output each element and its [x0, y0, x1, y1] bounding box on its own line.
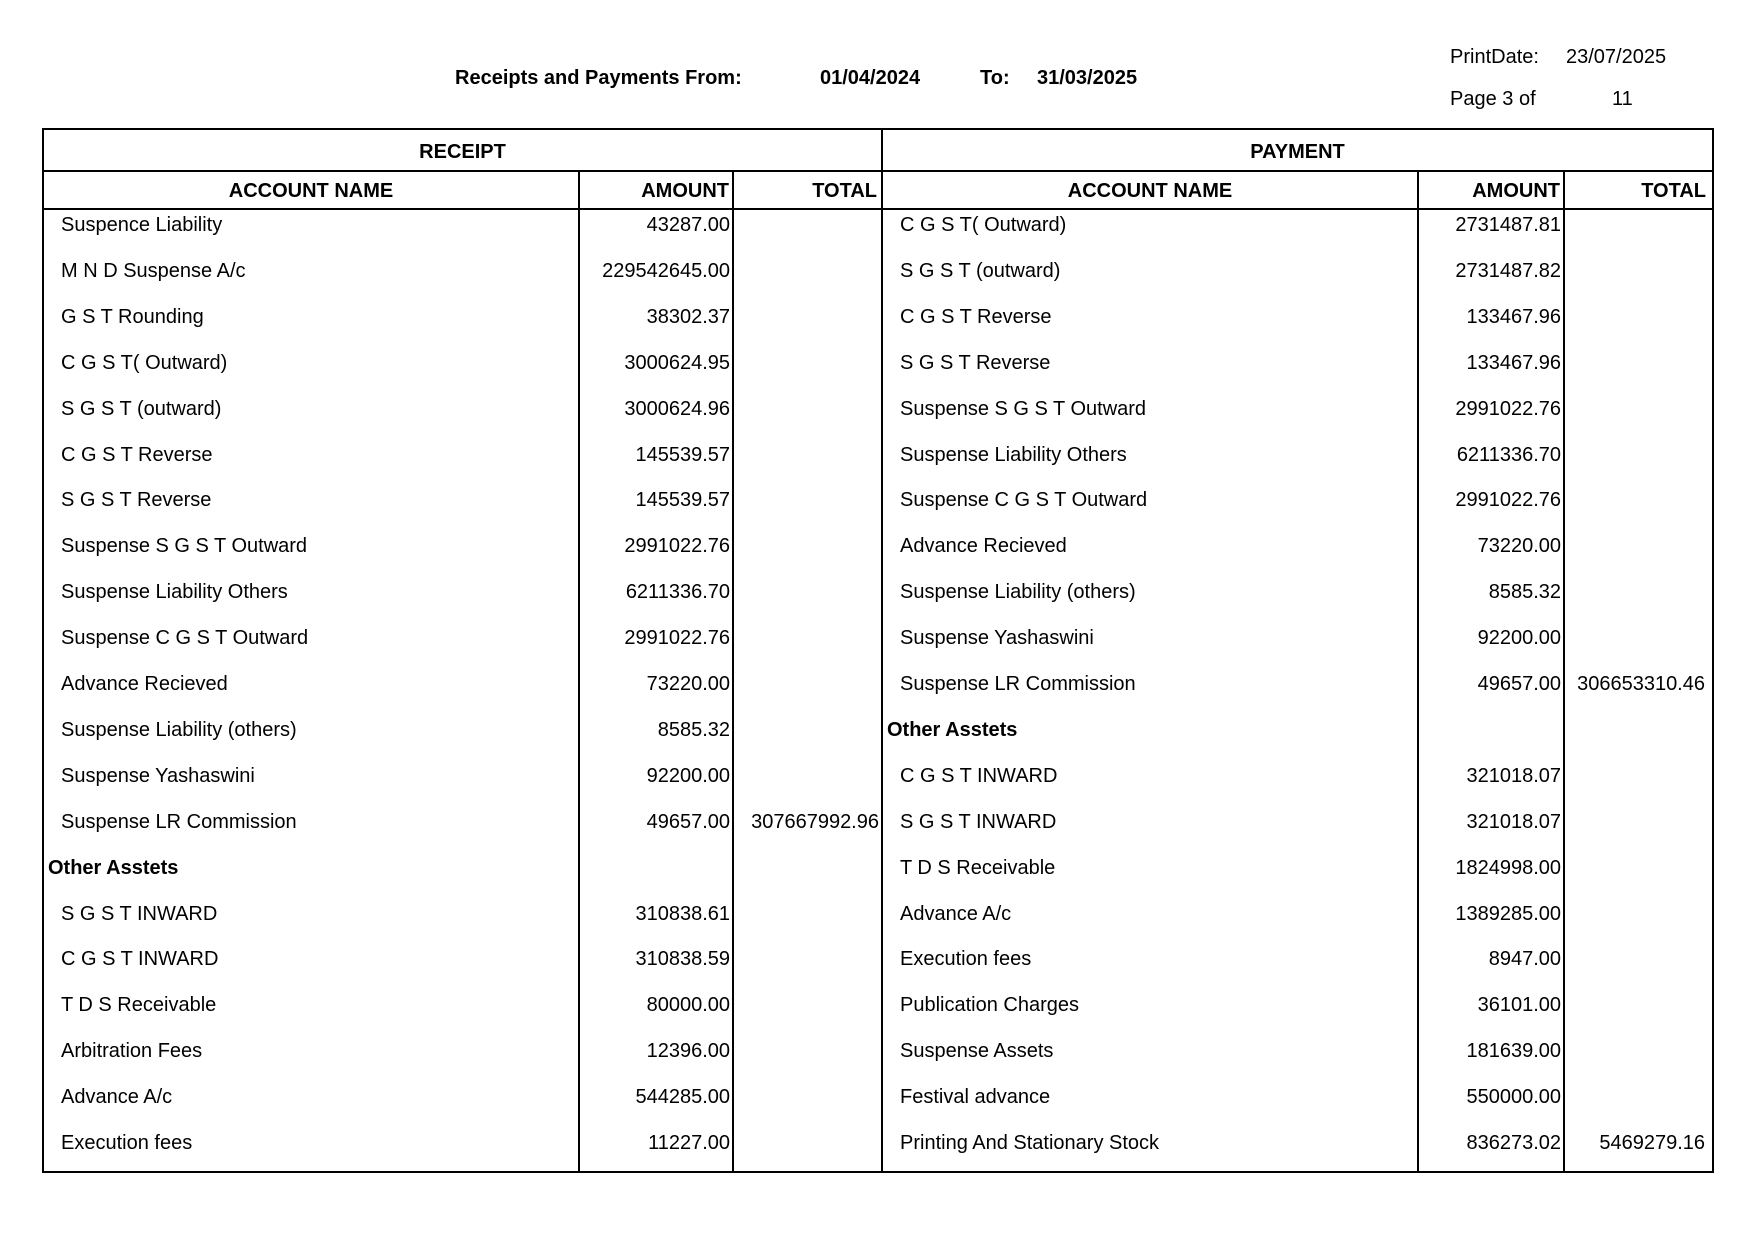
amount-cell: 8947.00 [1488, 948, 1561, 971]
account-name: Arbitration Fees [61, 1040, 203, 1063]
amount-cell: 321018.07 [1466, 764, 1561, 787]
amount-cell: 310838.59 [635, 948, 730, 971]
table-row [44, 577, 1712, 623]
account-name: Suspence Liability [61, 214, 223, 236]
table-row [44, 715, 1712, 761]
table-row [44, 440, 1712, 486]
account-name: Suspense Yashaswini [61, 764, 255, 787]
amount-cell: 2731487.81 [1455, 214, 1561, 236]
receipt-col-amount: AMOUNT [641, 180, 729, 202]
account-name: Suspense C G S T Outward [61, 627, 309, 650]
amount-cell: 229542645.00 [602, 259, 730, 282]
account-name: Suspense Liability (others) [61, 718, 297, 741]
amount-cell: 310838.61 [635, 902, 730, 925]
table-row [44, 990, 1712, 1036]
total-cell: 306653310.46 [1577, 673, 1705, 695]
account-name: Suspense Liability (others) [900, 581, 1136, 604]
payment-col-total: TOTAL [1641, 180, 1706, 202]
from-date: 01/04/2024 [820, 67, 921, 89]
amount-cell: 92200.00 [646, 764, 730, 787]
page-label: Page 3 of [1450, 88, 1536, 110]
receipts-payments-table [42, 128, 1714, 1173]
account-name: C G S T( Outward) [61, 351, 228, 374]
amount-cell: 49657.00 [1477, 673, 1561, 695]
account-name: S G S T (outward) [900, 259, 1061, 282]
amount-cell: 3000624.95 [624, 351, 730, 374]
account-name: Suspense LR Commission [900, 673, 1136, 695]
account-name: M N D Suspense A/c [61, 259, 246, 282]
amount-cell: 80000.00 [646, 994, 730, 1017]
account-name: Suspense S G S T Outward [61, 535, 308, 558]
table-row [44, 348, 1712, 394]
payment-col-account-name: ACCOUNT NAME [1067, 180, 1233, 202]
payment-col-amount: AMOUNT [1472, 180, 1560, 202]
table-row [44, 944, 1712, 990]
amount-cell: 38302.37 [646, 305, 730, 328]
table-row [44, 485, 1712, 531]
amount-cell: 836273.02 [1466, 1132, 1561, 1154]
table-row [44, 302, 1712, 348]
amount-cell: 43287.00 [646, 214, 730, 236]
receipt-section-title: RECEIPT [419, 141, 506, 163]
table-row [44, 853, 1712, 899]
account-name: Printing And Stationary Stock [900, 1132, 1160, 1154]
amount-cell: 92200.00 [1477, 627, 1561, 650]
receipt-col-account-name: ACCOUNT NAME [228, 180, 394, 202]
total-cell: 5469279.16 [1599, 1132, 1705, 1154]
amount-cell: 544285.00 [635, 1086, 730, 1109]
amount-cell: 133467.96 [1466, 305, 1561, 328]
account-name: Advance A/c [900, 902, 1012, 925]
account-name: S G S T INWARD [900, 810, 1057, 833]
page-total: 11 [1612, 88, 1633, 110]
amount-cell: 133467.96 [1466, 351, 1561, 374]
account-name: C G S T( Outward) [900, 214, 1067, 236]
amount-cell: 1389285.00 [1455, 902, 1561, 925]
amount-cell: 550000.00 [1466, 1086, 1561, 1109]
account-name: S G S T INWARD [61, 902, 218, 925]
amount-cell: 3000624.96 [624, 397, 730, 420]
amount-cell: 6211336.70 [625, 581, 730, 604]
account-name: Execution fees [61, 1132, 193, 1154]
table-row [44, 1128, 1712, 1174]
table-row [44, 1036, 1712, 1082]
amount-cell: 36101.00 [1477, 994, 1561, 1017]
account-name: C G S T INWARD [61, 948, 219, 971]
amount-cell: 2991022.76 [1455, 489, 1561, 512]
account-name: Suspense Liability Others [900, 443, 1127, 466]
account-name: Suspense C G S T Outward [900, 489, 1148, 512]
amount-cell: 181639.00 [1466, 1040, 1561, 1063]
group-heading: Other Asstets [48, 856, 179, 879]
table-row [44, 394, 1712, 440]
to-label: To: [980, 67, 1010, 89]
account-name: Execution fees [900, 948, 1032, 971]
account-name: S G S T Reverse [61, 489, 212, 512]
amount-cell: 2991022.76 [1455, 397, 1561, 420]
account-name: Advance Recieved [61, 673, 228, 695]
table-row [44, 807, 1712, 853]
amount-cell: 12396.00 [646, 1040, 730, 1063]
account-name: S G S T (outward) [61, 397, 222, 420]
account-name: Publication Charges [900, 994, 1079, 1017]
table-row [44, 761, 1712, 807]
table-row [44, 256, 1712, 302]
amount-cell: 145539.57 [635, 489, 730, 512]
account-name: Suspense S G S T Outward [900, 397, 1147, 420]
receipt-col-total: TOTAL [812, 180, 877, 202]
amount-cell: 145539.57 [635, 443, 730, 466]
account-name: Suspense LR Commission [61, 810, 297, 833]
account-name: T D S Receivable [61, 994, 217, 1017]
amount-cell: 8585.32 [1488, 581, 1561, 604]
table-row [44, 531, 1712, 577]
amount-cell: 49657.00 [646, 810, 730, 833]
account-name: C G S T INWARD [900, 764, 1058, 787]
payment-section-title: PAYMENT [1250, 141, 1345, 163]
table-row [44, 899, 1712, 945]
account-name: C G S T Reverse [900, 305, 1052, 328]
account-name: Suspense Liability Others [61, 581, 288, 604]
print-date: 23/07/2025 [1566, 46, 1667, 68]
amount-cell: 11227.00 [648, 1132, 730, 1154]
amount-cell: 2991022.76 [624, 627, 730, 650]
account-name: Advance Recieved [900, 535, 1067, 558]
amount-cell: 321018.07 [1466, 810, 1561, 833]
group-heading: Other Asstets [887, 718, 1018, 741]
account-name: G S T Rounding [61, 305, 204, 328]
print-date-label: PrintDate: [1450, 46, 1539, 68]
amount-cell: 73220.00 [646, 673, 730, 695]
report-title: Receipts and Payments From: [455, 67, 742, 89]
account-name: T D S Receivable [900, 856, 1056, 879]
amount-cell: 6211336.70 [1456, 443, 1561, 466]
table-row [44, 669, 1712, 715]
amount-cell: 73220.00 [1477, 535, 1561, 558]
account-name: Advance A/c [61, 1086, 173, 1109]
account-name: Festival advance [900, 1086, 1051, 1109]
amount-cell: 2991022.76 [624, 535, 730, 558]
account-name: Suspense Assets [900, 1040, 1054, 1063]
account-name: S G S T Reverse [900, 351, 1051, 374]
amount-cell: 2731487.82 [1455, 259, 1561, 282]
table-row [44, 623, 1712, 669]
account-name: Suspense Yashaswini [900, 627, 1094, 650]
total-cell: 307667992.96 [751, 810, 879, 833]
account-name: C G S T Reverse [61, 443, 213, 466]
amount-cell: 1824998.00 [1455, 856, 1561, 879]
to-date: 31/03/2025 [1037, 67, 1138, 89]
amount-cell: 8585.32 [657, 718, 730, 741]
table-row [44, 210, 1712, 256]
table-row [44, 1082, 1712, 1128]
